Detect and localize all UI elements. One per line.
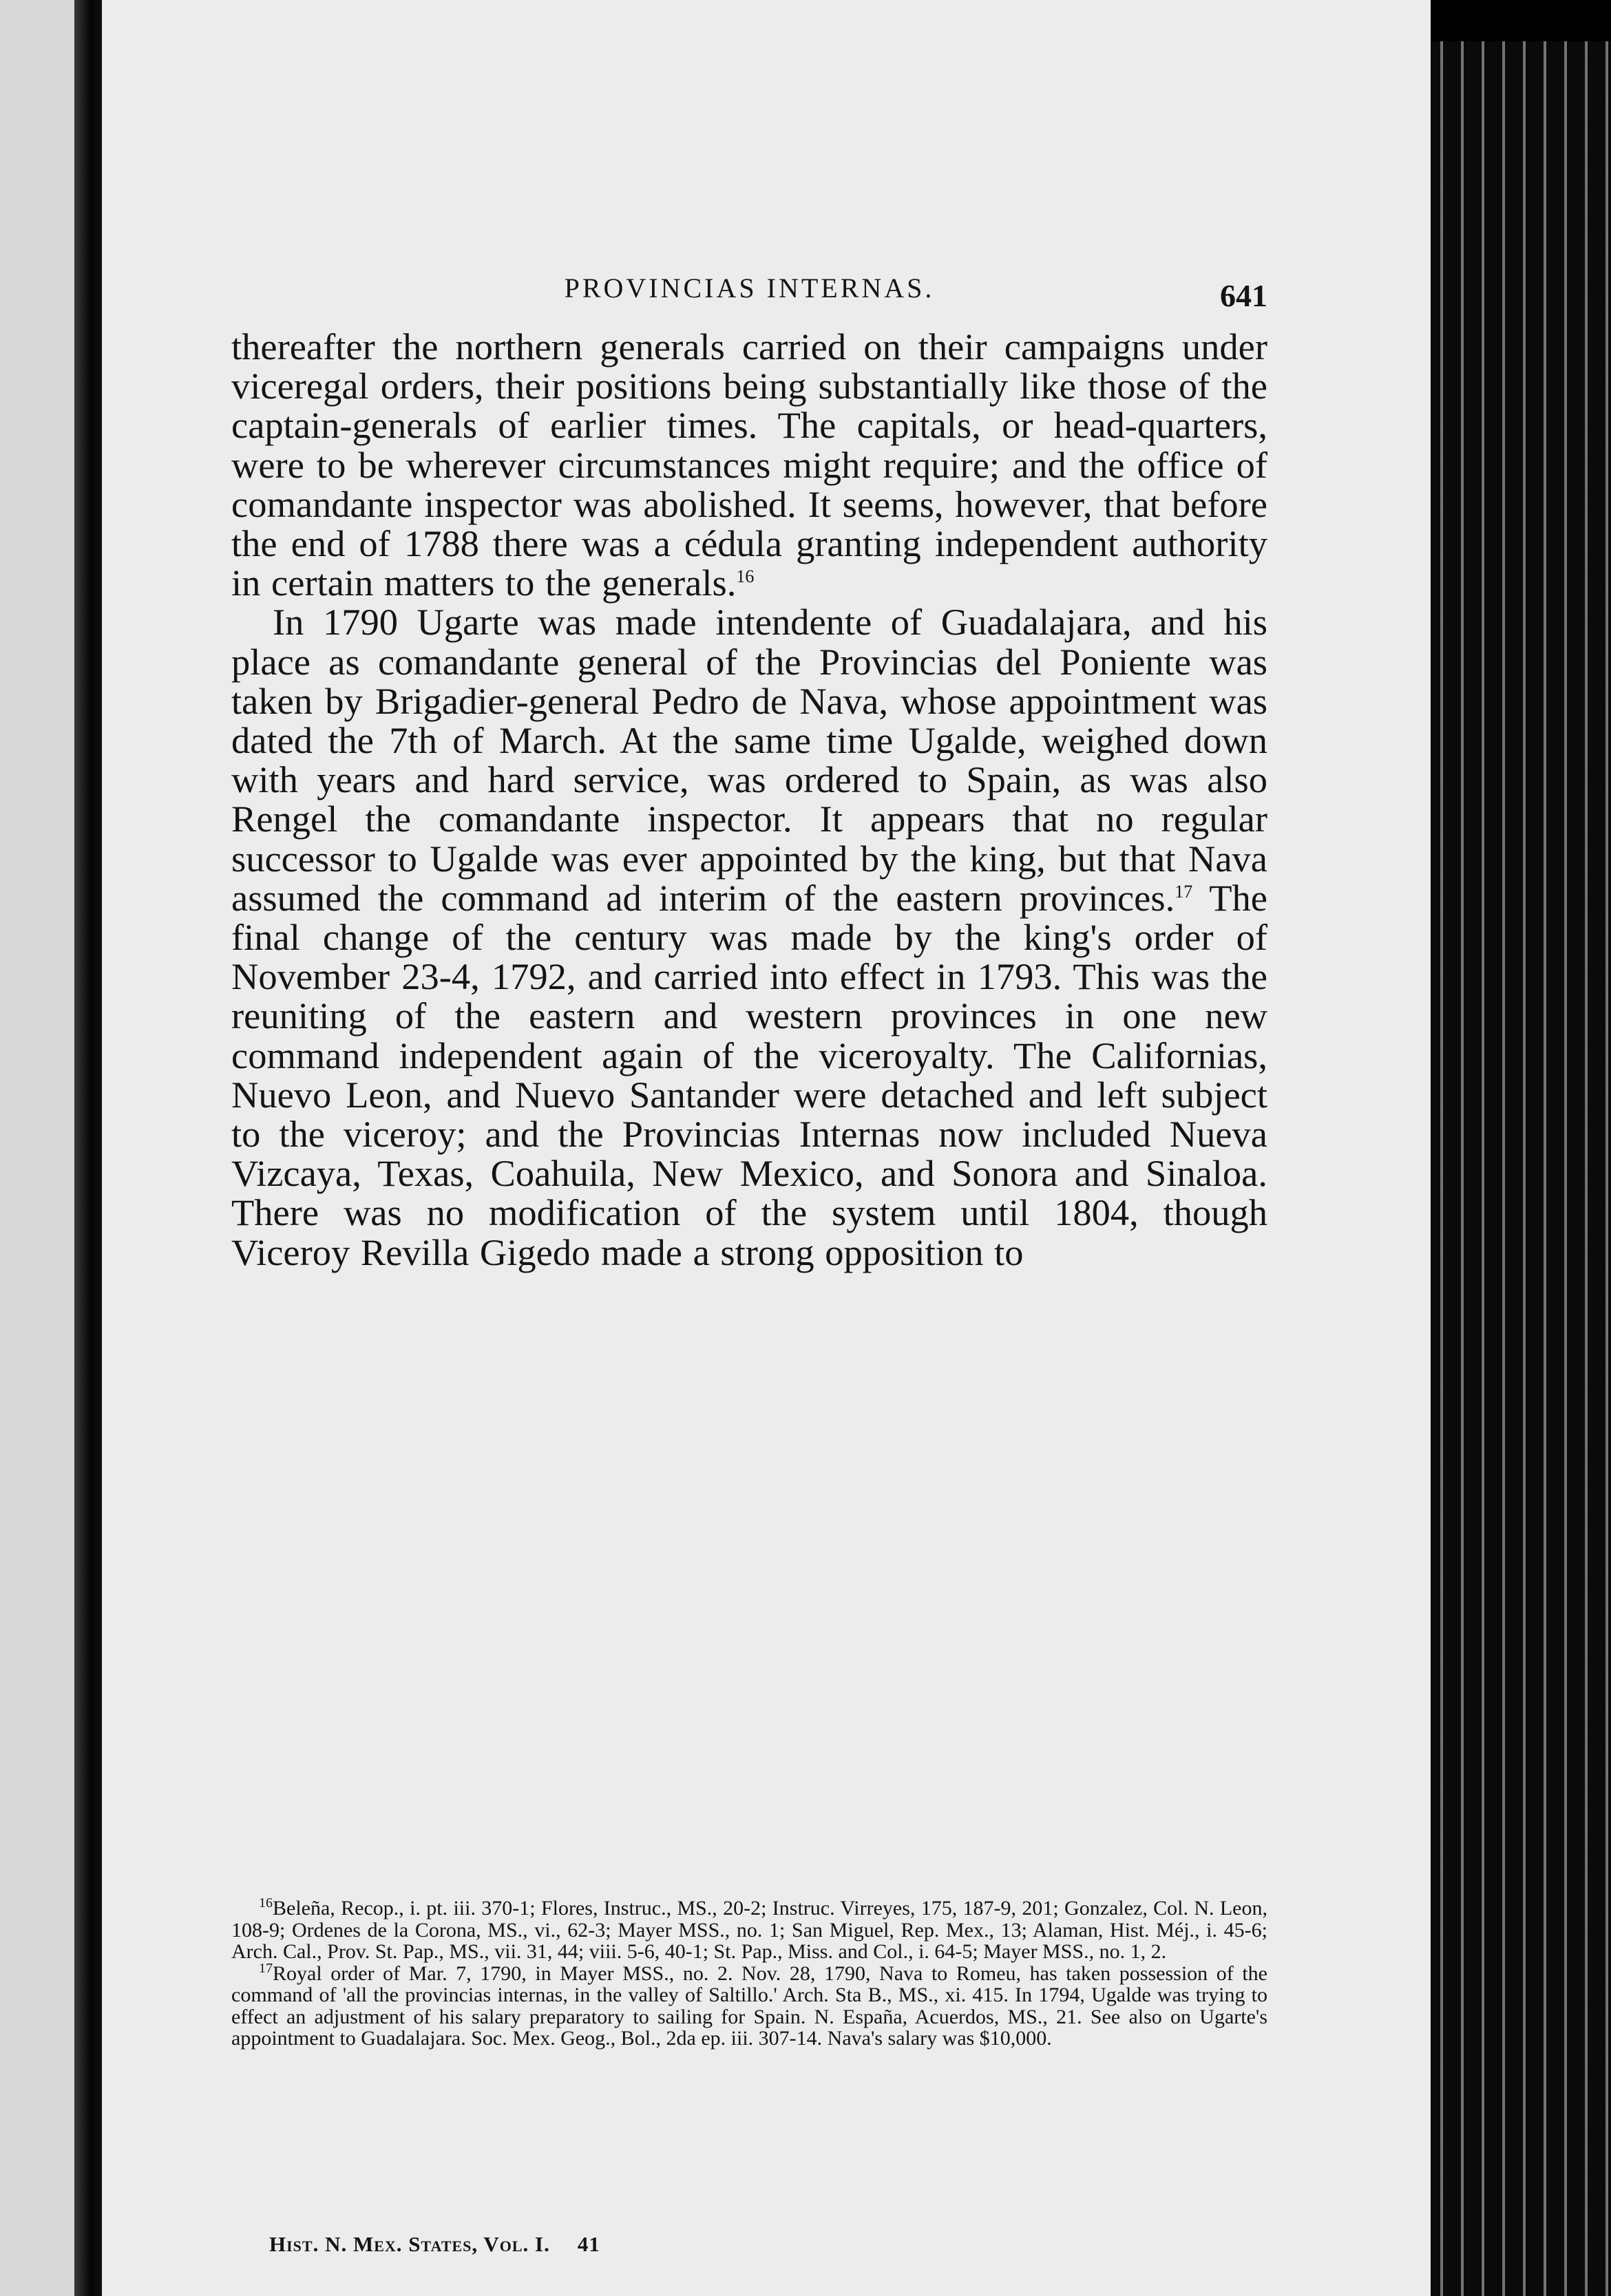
- signature-line: [269, 2232, 600, 2257]
- paragraph-2-text-b: The final change of the century was made by the king's order of November 23-4, 1792, and carried into effect in 1793. This was the reuniting of the eastern and western provinces in one new command independent again of the viceroyalty. The Californias, Nuevo Leon, and Nuevo Santander were detached and left subject to the viceroy; and the Provincias Internas now included Nueva Vizcaya, Texas, Coahuila, New Mexico, and Sonora and Sinaloa. There was no modification of the system until 1804, though Viceroy Revilla Gigedo made a strong opposition to: [231, 876, 1267, 1273]
- paragraph-2: [231, 602, 1267, 1271]
- note-ref-17: 17: [1175, 881, 1193, 902]
- running-head: [231, 272, 1267, 320]
- book-gutter: [74, 0, 102, 2296]
- paragraph-2-text-a: In 1790 Ugarte was made intendente of Guadalajara, and his place as comandante general of the Provincias del Poniente was taken by Brigadier-general Pedro de Nava, whose appointment was dated the 7th of March. At the same time Ugalde, weighed down with years and hard service, was ordered to Spain, as was also Rengel the comandante inspector. It appears that no regular successor to Ugalde was ever appointed by the king, but that Nava assumed the command ad interim of the eastern provinces.: [231, 601, 1267, 919]
- footnotes: [231, 1895, 1267, 2050]
- footnote-17: [231, 1960, 1267, 2050]
- footnote-16-text: Beleña, Recop., i. pt. iii. 370-1; Flores, Instruc., MS., 20-2; Instruc. Virreyes, 175, 187-9, 201; Gonzalez, Col. N. Leon, 108-9; Ordenes de la Corona, MS., vi., 62-3; Mayer MSS., no. 1; San Miguel, Rep. Mex., 13; Alaman, Hist. Méj., i. 45-6; Arch. Cal., Prov. St. Pap., MS., vii. 31, 44; viii. 5-6, 40-1; St. Pap., Miss. and Col., i. 64-5; Mayer MSS., no. 1, 2.: [231, 1897, 1267, 1963]
- footnote-16: [231, 1895, 1267, 1963]
- paragraph-1: [231, 327, 1267, 602]
- book-page-edges: [1431, 41, 1611, 2296]
- book-page: [102, 0, 1431, 2296]
- previous-page-edge: [0, 0, 83, 2296]
- note-ref-16: 16: [736, 566, 755, 587]
- footnote-17-number: 17: [259, 1960, 273, 1976]
- signature-number: 41: [577, 2232, 600, 2256]
- footnote-16-number: 16: [259, 1895, 273, 1911]
- page-number: 641: [1220, 278, 1267, 313]
- footnote-17-text: Royal order of Mar. 7, 1790, in Mayer MSS., no. 2. Nov. 28, 1790, Nava to Romeu, has taken possession of the command of 'all the provincias internas, in the valley of Saltillo.' Arch. Sta B., MS., xi. 415. In 1794, Ugalde was trying to effect an adjustment of his salary preparatory to sailing for Spain. N. España, Acuerdos, MS., 21. See also on Ugarte's appointment to Guadalajara. Soc. Mex. Geog., Bol., 2da ep. iii. 307-14. Nava's salary was $10,000.: [231, 1962, 1267, 2050]
- running-title: PROVINCIAS INTERNAS.: [564, 273, 935, 304]
- body-text: [231, 327, 1267, 1272]
- book-edge-top: [1431, 0, 1611, 41]
- signature-text: Hist. N. Mex. States, Vol. I.: [269, 2232, 550, 2256]
- paragraph-1-text: thereafter the northern generals carried on their campaigns under viceregal orders, their positions being substantially like those of the captain-generals of earlier times. The capitals, or head-quarters, were to be wherever circumstances might require; and the office of comandante inspector was abolished. It seems, however, that before the end of 1788 there was a cédula granting independent authority in certain matters to the generals.: [231, 326, 1267, 604]
